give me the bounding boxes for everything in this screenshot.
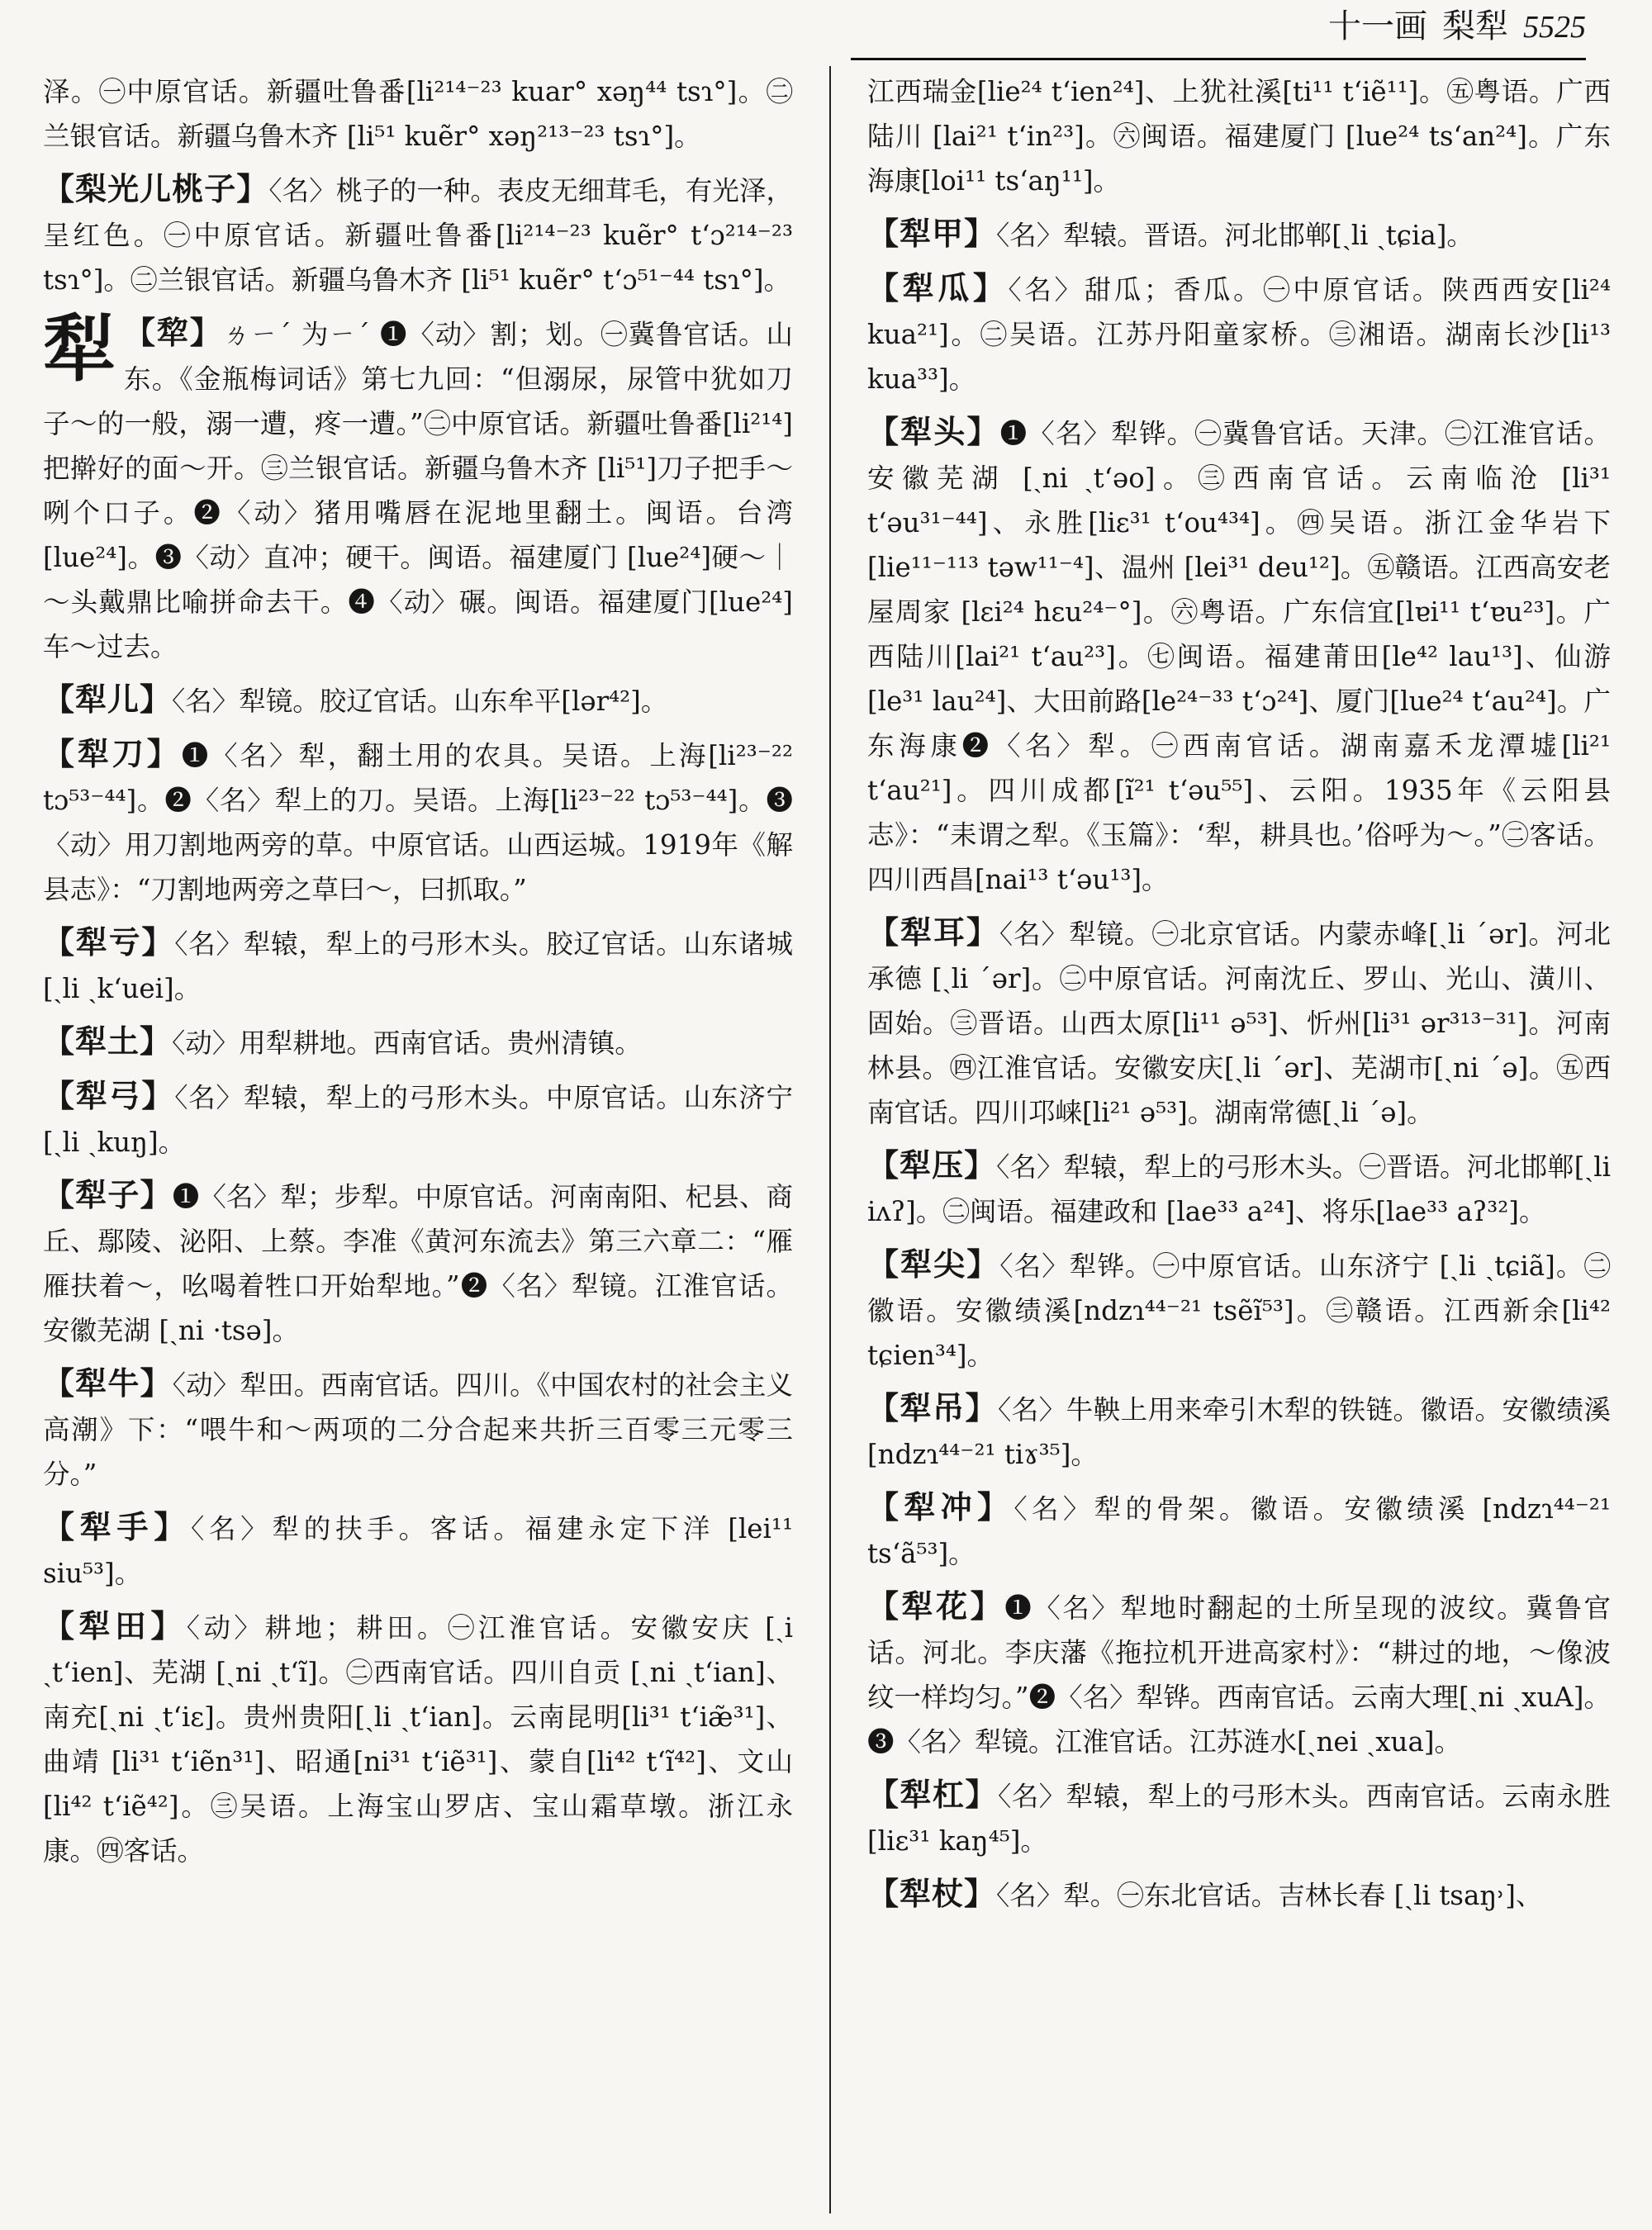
entry-headword: 【犁冲】 (867, 1488, 1014, 1525)
entry-text: 〈名〉犁辕，犁上的弓形木头。㊀晋语。河北邯郸[ˏli iʌʔ]。㊁闽语。福建政和 [lae³³ a²⁴]、将乐[lae³³ aʔ³²]。 (867, 1151, 1611, 1227)
entry-continuation (43, 69, 793, 159)
entry-headword: 【犁亏】 (43, 923, 175, 961)
dictionary-entry (43, 677, 793, 724)
dictionary-entry (43, 167, 793, 302)
dictionary-entry (43, 1361, 793, 1497)
entry-text: 〈动〉犁田。西南官话。四川。《中国农村的社会主义高潮》下：“喂牛和～两项的二分合起来共折三百零三元零三分。” (43, 1369, 793, 1490)
entry-text: 〈名〉犁的骨架。徽语。安徽绩溪 [ndzɿ⁴⁴⁻²¹ tsʻã⁵³]。 (867, 1493, 1611, 1569)
dictionary-entry (43, 1019, 793, 1065)
entry-text: ㄌㄧˊ 为ㄧˊ ❶〈动〉割；划。㊀冀鲁官话。山东。《金瓶梅词话》第七九回：“但溺尿，尿管中犹如刀子～的一般，溺一遭，疼一遭。”㊁中原官话。新疆吐鲁番[li²¹⁴]把擀好的面～开。㊂兰银官话。新疆乌鲁木齐 [li⁵¹]刀子把手～咧个口子。❷〈动〉猪用嘴唇在泥地里翻土。闽语。台湾 [lue²⁴]。❸〈动〉直冲；硬干。闽语。福建厦门 [lue²⁴]硬～｜～头戴鼎比喻拼命去干。❹〈动〉碾。闽语。福建厦门[lue²⁴]车～过去。 (43, 319, 793, 662)
entry-text: ❶〈名〉犁，翻土用的农具。吴语。上海[li²³⁻²² tɔ⁵³⁻⁴⁴]。❷〈名〉犁上的刀。吴语。上海[li²³⁻²² tɔ⁵³⁻⁴⁴]。❸〈动〉用刀割地两旁的草。中原官话。山西运城。1919年《解县志》：“刀割地两旁之草曰～，曰抓取。” (43, 740, 793, 905)
right-column (867, 69, 1611, 2222)
entry-text: ❶〈名〉犁铧。㊀冀鲁官话。天津。㊁江淮官话。安徽芜湖 [ˏni ˏtʻəo]。㊂西南官话。云南临沧 [li³¹ tʻəu³¹⁻⁴⁴]、永胜[liɛ³¹ tʻou⁴³⁴]。㊃吴语。浙江金华岩下[lie¹¹⁻¹¹³ təw¹¹⁻⁴]、温州 [lei³¹ deu¹²]。㊄赣语。江西高安老屋周家 [lɛi²⁴ hɛu²⁴⁻°]。㊅粤语。广东信宜[lɐi¹¹ tʻɐu²³]。广西陆川[lai²¹ tʻau²³]。㊆闽语。福建莆田[le⁴² lau¹³]、仙游[le³¹ lau²⁴]、大田前路[le²⁴⁻³³ tʻɔ²⁴]、厦门[lue²⁴ tʻau²⁴]。广东海康❷〈名〉犁。㊀西南官话。湖南嘉禾龙潭墟[li²¹ tʻau²¹]。四川成都[ĩ²¹ tʻəu⁵⁵]、云阳。1935年《云阳县志》：“耒谓之犁。《玉篇》：‘犁，耕具也。’俗呼为～。”㊁客话。四川西昌[nai¹³ tʻəu¹³]。 (867, 418, 1611, 895)
entry-text: 〈名〉犁镜。㊀北京官话。内蒙赤峰[ˏli ˊər]。河北承德 [ˏli ˊər]。㊁中原官话。河南沈丘、罗山、光山、潢川、固始。㊂晋语。山西太原[li¹¹ ə⁵³]、忻州[li³¹ ər³¹³⁻³¹]。河南林县。㊃江淮官话。安徽安庆[ˏli ˊər]、芜湖市[ˏni ˊə]。㊄西南官话。四川邛崃[li²¹ ə⁵³]。湖南常德[ˏli ˊə]。 (867, 918, 1611, 1128)
dictionary-entry (867, 1584, 1611, 1764)
dictionary-entry (43, 732, 793, 912)
dictionary-entry (43, 1074, 793, 1165)
entry-text: 〈名〉犁辕。晋语。河北邯郸[ˏli ˏtɕia]。 (996, 220, 1474, 251)
entry-continuation (867, 69, 1611, 203)
entry-text: ❶〈名〉犁地时翻起的土所呈现的波纹。冀鲁官话。河北。李庆藩《拖拉机开进高家村》：“耕过的地，～像波纹一样均匀。”❷〈名〉犁铧。西南官话。云南大理[ˏni ˏxuA]。❸〈名〉犁镜。江淮官话。江苏涟水[ˏnei ˏxua]。 (867, 1592, 1611, 1758)
entry-headword: 【犁子】 (43, 1176, 173, 1213)
entry-headword: 【犁土】 (43, 1022, 173, 1060)
dictionary-entry (867, 1143, 1611, 1234)
dictionary-entry (867, 1485, 1611, 1576)
entry-headword: 【犁耳】 (867, 913, 999, 951)
entry-text: 〈动〉用犁耕地。西南官话。贵州清镇。 (172, 1027, 642, 1059)
entry-headword: 【犁吊】 (867, 1389, 998, 1426)
dictionary-entry (43, 920, 793, 1011)
entry-text: 江西瑞金[lie²⁴ tʻien²⁴]、上犹社溪[ti¹¹ tʻiẽ¹¹]。㊄粤语。广西陆川 [lai²¹ tʻin²³]。㊅闽语。福建厦门 [lue²⁴ tsʻan²⁴]。广东海康[loi¹¹ tsʻaŋ¹¹]。 (867, 76, 1611, 197)
dictionary-entry (867, 910, 1611, 1135)
entry-headword: 【犁甲】 (867, 215, 997, 252)
dictionary-entry (867, 211, 1611, 258)
entry-headword: 【犁弓】 (43, 1077, 175, 1114)
entry-text: 〈名〉牛鞅上用来牵引木犁的铁链。徽语。安徽绩溪[ndzɿ⁴⁴⁻²¹ tiɤ³⁵]。 (867, 1394, 1611, 1470)
entry-headword: 【犁牛】 (43, 1364, 173, 1402)
entry-headword: 【犁刀】 (43, 735, 182, 772)
dictionary-entry (43, 1505, 793, 1596)
entry-headword: 【犂】 (124, 314, 223, 351)
entry-text: 〈名〉犁。㊀东北官话。吉林长春 [ˏli tsaŋ˒]、 (996, 1880, 1543, 1911)
entry-text: 〈名〉甜瓜；香瓜。㊀中原官话。陕西西安[li²⁴ kua²¹]。㊁吴语。江苏丹阳童家桥。㊂湘语。湖南长沙[li¹³ kua³³]。 (867, 274, 1611, 395)
main-headword: 犁 (43, 311, 116, 391)
entry-headword: 【梨光儿桃子】 (43, 170, 269, 207)
entry-text: 〈名〉犁铧。㊀中原官话。山东济宁 [ˏli ˏtɕiã]。㊁徽语。安徽绩溪[ndzɿ⁴⁴⁻²¹ tsẽĩ⁵³]。㊂赣语。江西新余[li⁴² tɕien³⁴]。 (867, 1250, 1611, 1371)
dictionary-entry (867, 266, 1611, 401)
entry-headword: 【犁压】 (867, 1146, 997, 1184)
dictionary-entry (867, 1386, 1611, 1477)
column-divider (829, 66, 831, 2213)
header-chars: 梨犁 (1442, 7, 1508, 45)
entry-headword: 【犁头】 (867, 413, 1000, 450)
section-label: 十一画 (1328, 7, 1427, 45)
left-column (43, 69, 793, 2222)
entry-headword: 【犁杖】 (867, 1875, 997, 1912)
entry-text: 〈动〉耕地；耕田。㊀江淮官话。安徽安庆 [ˏi ˏtʻien]、芜湖 [ˏni ˏtʻĩ]。㊁西南官话。四川自贡 [ˏni ˏtʻian]、南充[ˏni ˏtʻiɛ]。贵州贵阳[ˏli ˏtʻian]。云南昆明[li³¹ tʻiæ̃³¹]、曲靖 [li³¹ tʻiẽn³¹]、昭通[ni³¹ tʻiẽ³¹]、蒙自[li⁴² tʻĩ⁴²]、文山[li⁴² tʻiẽ⁴²]。㊂吴语。上海宝山罗店、宝山霜草墩。浙江永康。㊃客话。 (43, 1612, 793, 1867)
dictionary-entry (867, 1772, 1611, 1863)
entry-text: 泽。㊀中原官话。新疆吐鲁番[li²¹⁴⁻²³ kuar° xəŋ⁴⁴ tsɿ°]。㊁兰银官话。新疆乌鲁木齐 [li⁵¹ kuẽr° xəŋ²¹³⁻²³ tsɿ°]。 (43, 76, 793, 152)
dictionary-entry (867, 410, 1611, 902)
entry-text: 〈名〉犁的扶手。客话。福建永定下洋 [lei¹¹ siu⁵³]。 (43, 1513, 793, 1589)
entry-text: 〈名〉桃子的一种。表皮无细茸毛，有光泽，呈红色。㊀中原官话。新疆吐鲁番[li²¹⁴⁻²³ kuẽr° tʻɔ²¹⁴⁻²³ tsɿ°]。㊁兰银官话。新疆乌鲁木齐 [li⁵¹ kuẽr° tʻɔ⁵¹⁻⁴⁴ tsɿ°]。 (43, 175, 793, 296)
entry-headword: 【犁杠】 (867, 1776, 998, 1813)
dictionary-entry (43, 311, 793, 669)
entry-headword: 【犁瓜】 (867, 269, 1009, 306)
header-rule (851, 58, 1586, 60)
dictionary-entry (867, 1872, 1611, 1918)
entry-headword: 【犁花】 (867, 1587, 1005, 1625)
entry-headword: 【犁手】 (43, 1508, 192, 1545)
entry-headword: 【犁儿】 (43, 681, 173, 718)
entry-text: 〈名〉犁辕，犁上的弓形木头。西南官话。云南永胜[liɛ³¹ kaŋ⁴⁵]。 (867, 1781, 1611, 1857)
entry-text: 〈名〉犁辕，犁上的弓形木头。中原官话。山东济宁[ˏli ˏkuŋ]。 (43, 1082, 793, 1158)
dictionary-entry (43, 1173, 793, 1353)
entry-text: 〈名〉犁镜。胶辽官话。山东牟平[lər⁴²]。 (172, 686, 668, 717)
dictionary-entry (43, 1604, 793, 1873)
page-number: 5525 (1523, 10, 1586, 45)
entry-headword: 【犁尖】 (867, 1245, 1000, 1283)
dictionary-entry (867, 1242, 1611, 1378)
entry-text: ❶〈名〉犁；步犁。中原官话。河南南阳、杞县、商丘、鄢陵、泌阳、上蔡。李准《黄河东流去》第三六章二：“雁雁扶着～，吆喝着牲口开始犁地。”❷〈名〉犁镜。江淮官话。安徽芜湖 [ˏni ·tsə]。 (43, 1181, 793, 1346)
entry-text: 〈名〉犁辕，犁上的弓形木头。胶辽官话。山东诸城[ˏli ˏkʻuei]。 (43, 928, 793, 1004)
page-header (760, 0, 1586, 53)
entry-headword: 【犁田】 (43, 1607, 187, 1644)
